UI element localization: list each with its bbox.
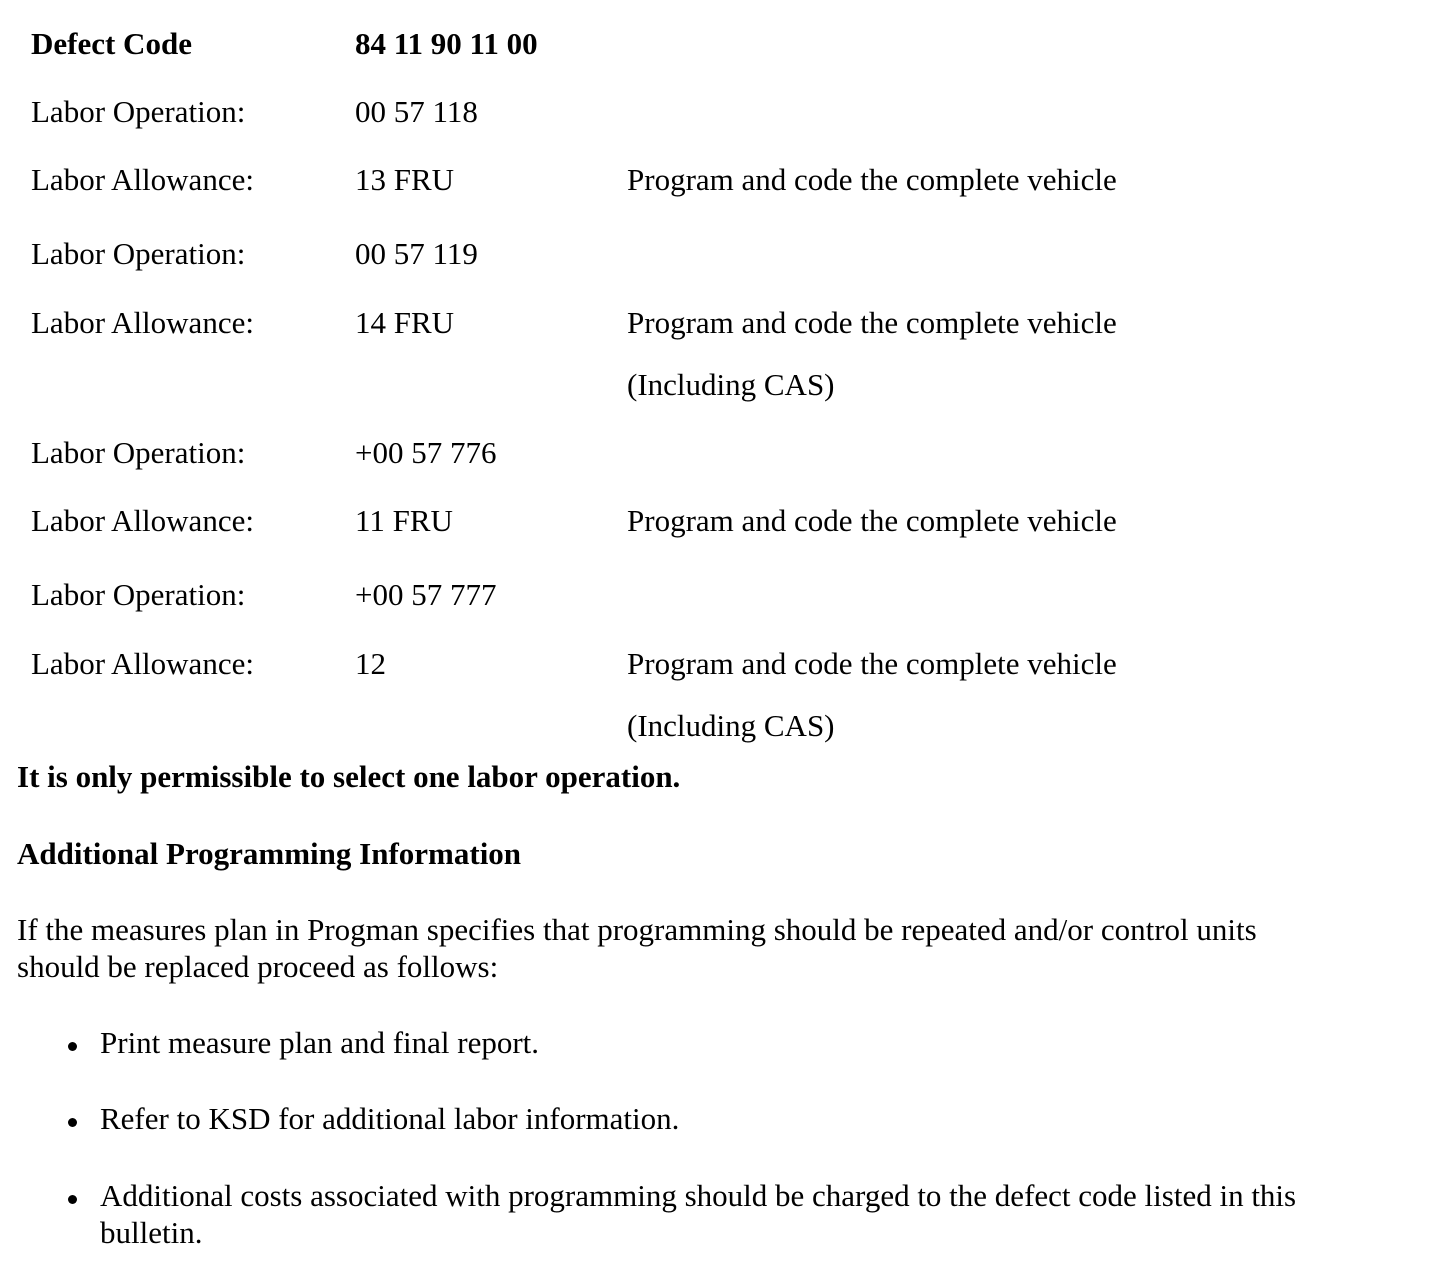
- labor-row-value: 12: [355, 646, 386, 681]
- labor-row-value: 00 57 119: [355, 236, 478, 271]
- section-heading: Additional Programming Information: [17, 836, 522, 871]
- labor-row-value: +00 57 777: [355, 577, 497, 612]
- bullet-text-continued: bulletin.: [100, 1215, 203, 1250]
- defect-code-value: 84 11 90 11 00: [355, 26, 538, 61]
- labor-row-label: Labor Operation:: [31, 236, 246, 271]
- labor-row-description: Program and code the complete vehicle: [627, 305, 1117, 340]
- bullet-text: Additional costs associated with programming should be charged to the defect code listed in this: [100, 1178, 1297, 1213]
- labor-row-label: Labor Allowance:: [31, 646, 254, 681]
- labor-row-description: (Including CAS): [627, 367, 835, 402]
- labor-row-description: (Including CAS): [627, 708, 835, 743]
- bullet-icon: [68, 1118, 77, 1127]
- bullet-icon: [68, 1042, 77, 1051]
- labor-row-description: Program and code the complete vehicle: [627, 162, 1117, 197]
- labor-row: [0, 93, 1440, 133]
- labor-row: [0, 304, 1440, 344]
- bullet-text: Print measure plan and final report.: [100, 1025, 540, 1060]
- labor-row: [0, 161, 1440, 201]
- labor-row-label: Labor Allowance:: [31, 162, 254, 197]
- labor-row-label: Labor Allowance:: [31, 503, 254, 538]
- bullet-icon: [68, 1195, 77, 1204]
- intro-line: If the measures plan in Progman specifies that programming should be repeated and/or control units: [17, 912, 1257, 947]
- labor-row-value: 14 FRU: [355, 305, 455, 340]
- labor-row-value: +00 57 776: [355, 435, 497, 470]
- defect-code-label: Defect Code: [31, 26, 192, 61]
- labor-row-description: Program and code the complete vehicle: [627, 646, 1117, 681]
- intro-line: should be replaced proceed as follows:: [17, 949, 499, 984]
- defect-code-row: [0, 25, 1440, 65]
- labor-row-label: Labor Allowance:: [31, 305, 254, 340]
- bullet-text: Refer to KSD for additional labor information.: [100, 1101, 680, 1136]
- labor-row-label: Labor Operation:: [31, 435, 246, 470]
- labor-row-label: Labor Operation:: [31, 94, 246, 129]
- notice-text: It is only permissible to select one labor operation.: [17, 759, 681, 794]
- labor-row-value: 00 57 118: [355, 94, 478, 129]
- labor-row-label: Labor Operation:: [31, 577, 246, 612]
- labor-row: [0, 235, 1440, 275]
- labor-row: [0, 645, 1440, 685]
- labor-row: [0, 707, 1440, 747]
- labor-row: [0, 366, 1440, 406]
- labor-row-value: 13 FRU: [355, 162, 455, 197]
- labor-row: [0, 434, 1440, 474]
- labor-row-value: 11 FRU: [355, 503, 453, 538]
- labor-row: [0, 576, 1440, 616]
- labor-row: [0, 502, 1440, 542]
- labor-row-description: Program and code the complete vehicle: [627, 503, 1117, 538]
